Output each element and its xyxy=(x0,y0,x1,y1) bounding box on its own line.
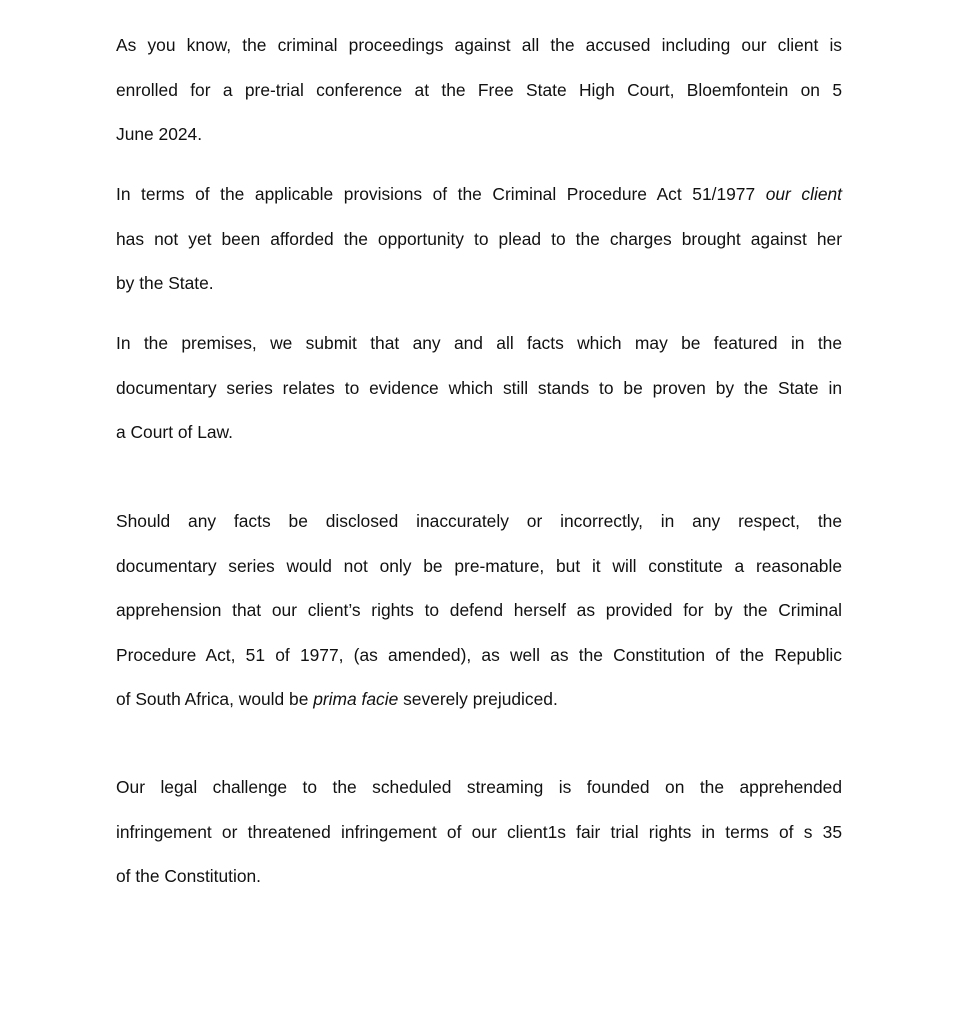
text-line: Our legal challenge to the scheduled streaming is founded on the apprehended xyxy=(116,777,842,797)
text-line xyxy=(116,172,842,217)
text-line xyxy=(116,677,842,722)
text-line: In the premises, we submit that any and all facts which may be featured in the xyxy=(116,333,842,353)
text-line: a Court of Law. xyxy=(116,422,233,442)
text-line: enrolled for a pre-trial conference at the Free State High Court, Bloemfontein on 5 xyxy=(116,79,842,100)
text-segment: In terms of the applicable provisions of the Criminal Procedure Act 51/1977 xyxy=(116,184,766,204)
italic-text: our client xyxy=(765,184,842,204)
paragraph-legal-challenge xyxy=(116,765,842,899)
text-line: Should any facts be disclosed inaccurately or incorrectly, in any respect, the xyxy=(116,511,842,531)
text-segment: severely prejudiced. xyxy=(398,689,558,709)
text-line: by the State. xyxy=(116,273,214,293)
text-line: documentary series relates to evidence which still stands to be proven by the State in xyxy=(116,377,842,398)
text-segment: of South Africa, would be xyxy=(116,689,314,709)
paragraph-prejudice xyxy=(116,499,842,722)
italic-text: prima facie xyxy=(313,689,399,709)
text-line: As you know, the criminal proceedings against all the accused including our client is xyxy=(116,35,842,55)
text-line: infringement or threatened infringement of our client1s fair trial rights in terms of s 35 xyxy=(116,821,842,842)
paragraph-pretrial-conference xyxy=(116,23,842,157)
text-line: of the Constitution. xyxy=(116,866,262,886)
text-line: apprehension that our client’s rights to defend herself as provided for by the Criminal xyxy=(116,600,842,620)
text-line: June 2024. xyxy=(116,124,203,144)
text-line: documentary series would not only be pre-mature, but it will constitute a reasonable xyxy=(116,555,842,576)
paragraph-plea-status xyxy=(116,172,842,306)
text-line: Procedure Act, 51 of 1977, (as amended), as well as the Constitution of the Republic xyxy=(116,644,842,665)
paragraph-premises xyxy=(116,321,842,455)
text-line: has not yet been afforded the opportunity to plead to the charges brought against her xyxy=(116,228,842,249)
